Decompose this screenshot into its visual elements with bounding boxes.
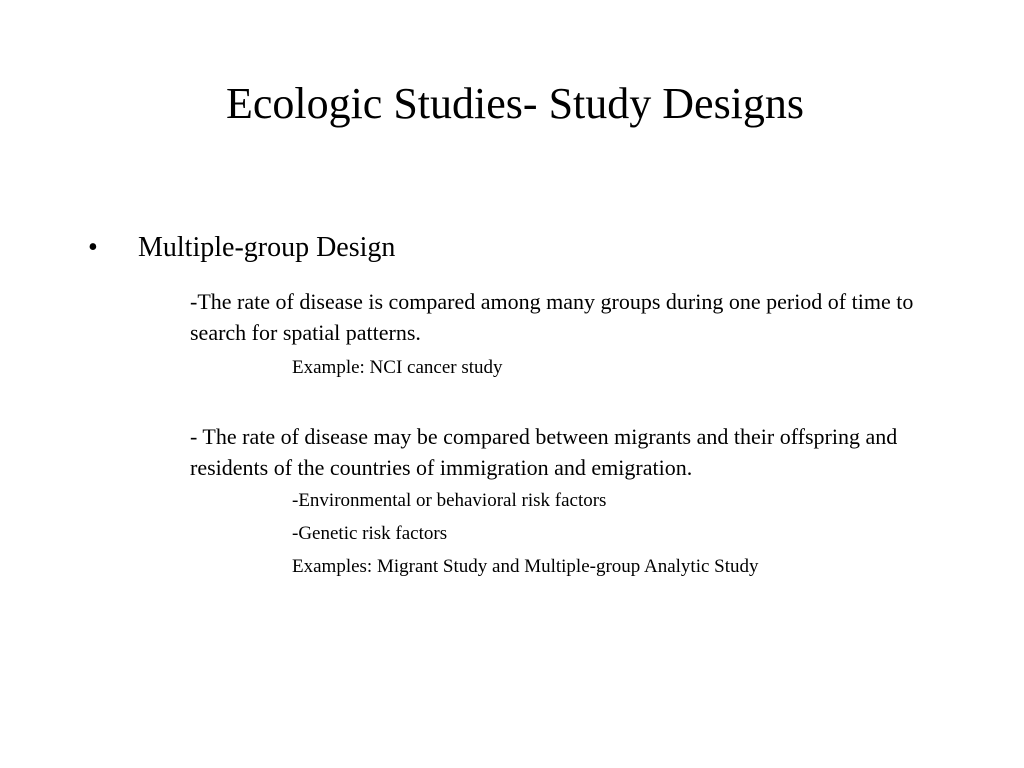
- sub-item-examples: Examples: Migrant Study and Multiple-group Analytic Study: [292, 556, 759, 577]
- example-nci-cancer-study: Example: NCI cancer study: [292, 357, 503, 378]
- sub-item-genetic-risk: -Genetic risk factors: [292, 523, 448, 544]
- paragraph-migrants: - The rate of disease may be compared between migrants and their offspring and residents of the countries of immigration and emigration.: [190, 424, 898, 480]
- bullet-heading: Multiple-group Design: [138, 232, 396, 263]
- paragraph-spatial-patterns: -The rate of disease is compared among many groups during one period of time to search for spatial patterns.: [190, 289, 914, 345]
- slide-title: Ecologic Studies- Study Designs: [225, 79, 805, 128]
- bullet-item: [88, 230, 395, 266]
- sub-item-environmental-risk: -Environmental or behavioral risk factors: [292, 490, 607, 511]
- bullet-marker: •: [88, 232, 98, 263]
